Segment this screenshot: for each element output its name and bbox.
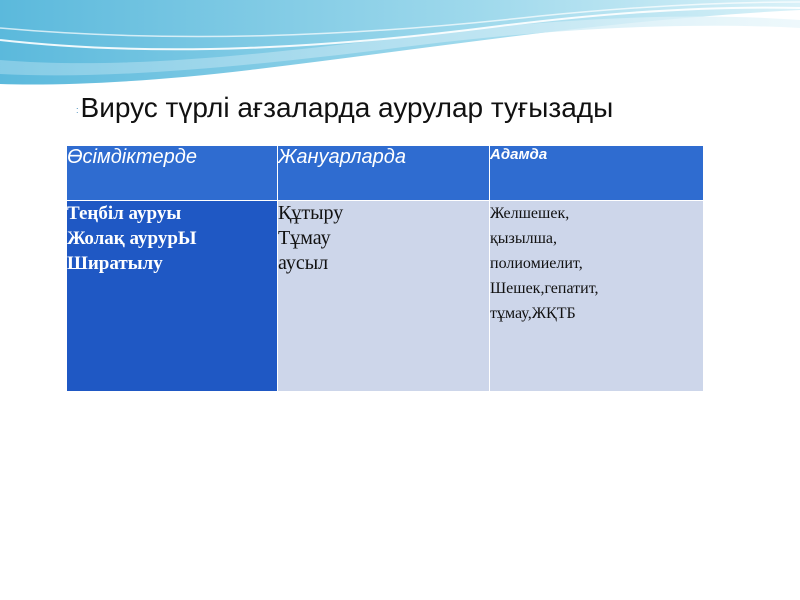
slide-title — [76, 92, 613, 124]
header-wave-decoration — [0, 0, 800, 95]
list-item: тұмау,ЖҚТБ — [490, 305, 576, 322]
animals-diseases-cell — [278, 201, 490, 392]
list-item: Тұмау — [278, 227, 331, 249]
table-row — [67, 201, 704, 392]
list-item: Теңбіл ауруы — [67, 203, 182, 224]
list-item: Желшешек, — [490, 205, 570, 222]
humans-diseases-cell — [490, 201, 704, 392]
list-item: аусыл — [278, 252, 329, 274]
header-cell-humans: Адамда — [490, 146, 704, 201]
bullet-marker: : — [76, 104, 79, 115]
list-item: Құтыру — [278, 202, 344, 224]
slide-title-text: Вирус түрлі ағзаларда аурулар туғызады — [80, 92, 614, 123]
table-header-row — [67, 146, 704, 201]
list-item: Ширатылу — [67, 253, 163, 274]
header-cell-plants: Өсімдіктерде — [67, 146, 278, 201]
plants-diseases-cell — [67, 201, 278, 392]
header-cell-animals: Жануарларда — [278, 146, 490, 201]
list-item: полиомиелит, — [490, 255, 583, 272]
list-item: Жолақ аурурЫ — [67, 228, 197, 249]
list-item: Шешек,гепатит, — [490, 280, 599, 297]
disease-table — [66, 145, 704, 392]
list-item: қызылша, — [490, 230, 557, 247]
